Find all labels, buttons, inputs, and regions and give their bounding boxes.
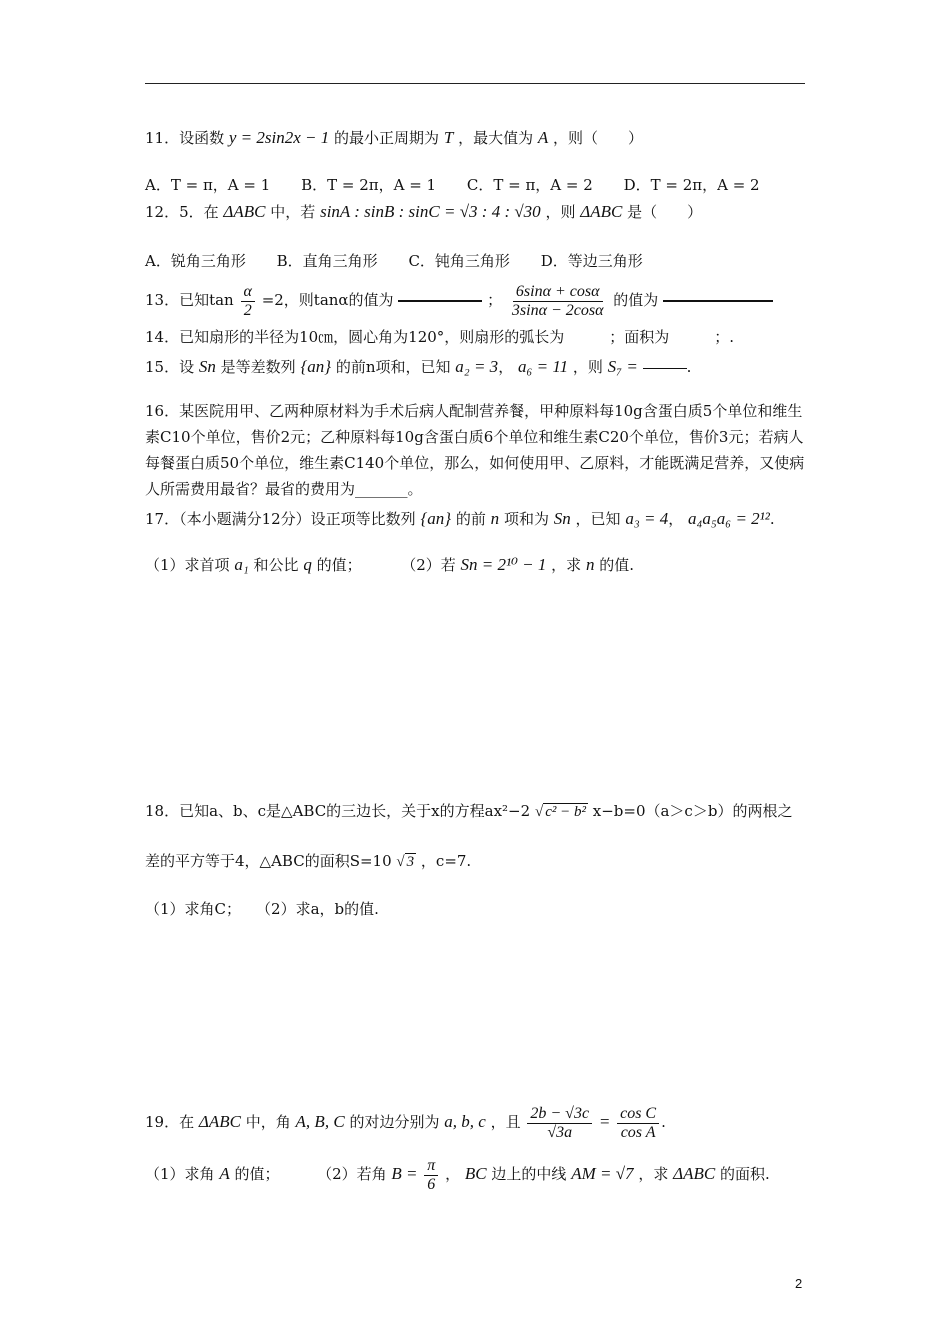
q19-frac2-den: cos A bbox=[620, 1123, 656, 1141]
q13-blank-2 bbox=[663, 300, 773, 302]
q18-sqrt-2: √ 3 bbox=[396, 854, 415, 870]
q19-parts bbox=[145, 1152, 770, 1196]
q13-half-fraction bbox=[241, 283, 255, 320]
q18-line2 bbox=[145, 850, 471, 873]
q11-stem bbox=[145, 127, 643, 149]
q12-option-c: C．钝角三角形 bbox=[408, 252, 510, 270]
q13-prefix: 13．已知tan bbox=[145, 291, 234, 309]
q19-fraction-2 bbox=[617, 1105, 659, 1142]
page-number: 2 bbox=[795, 1276, 803, 1291]
q11-text2: ，最大值为 bbox=[458, 129, 534, 147]
q19-text2: 的对边分别为 bbox=[349, 1113, 440, 1131]
q15-prefix: 15．设 bbox=[145, 358, 195, 376]
q19-frac2-num: cos C bbox=[617, 1105, 659, 1124]
q17-text: 的前 bbox=[455, 510, 486, 528]
q12-triangle: ΔABC bbox=[223, 202, 266, 221]
q17-q: q bbox=[303, 555, 312, 574]
q17-part1-prefix: （1）求首项 bbox=[145, 556, 230, 574]
q11-A: A bbox=[537, 128, 549, 147]
q12-stem bbox=[145, 201, 702, 223]
q17-part2-end: 的值. bbox=[599, 556, 635, 574]
q13-text: =2，则tanα的值为 bbox=[261, 291, 394, 309]
q11-end: ，则（ ） bbox=[553, 129, 644, 147]
q17-part2-prefix: （2）若 bbox=[401, 556, 456, 574]
q17-text3: ，已知 bbox=[575, 510, 621, 528]
q17-n: n bbox=[490, 509, 500, 528]
q15-end: . bbox=[686, 358, 692, 376]
q19-B-den: 6 bbox=[427, 1175, 436, 1193]
q13-blank-1 bbox=[398, 300, 482, 302]
q18-prefix: 18．已知a、b、c是△ABC的三边长，关于x的方程ax²−2 bbox=[145, 802, 531, 820]
header-rule bbox=[145, 83, 805, 84]
q11-prefix: 11．设函数 bbox=[145, 129, 225, 147]
q12-ratio: sinA : sinB : sinC = √3 : 4 : √30 bbox=[320, 202, 541, 221]
q17-parts bbox=[145, 554, 634, 576]
q19-B-fraction bbox=[424, 1157, 438, 1194]
q13-half-num: α bbox=[241, 283, 255, 302]
q17-part1-mid: 和公比 bbox=[253, 556, 299, 574]
q18-line1-end: x−b=0（a＞c＞b）的两根之 bbox=[592, 802, 793, 820]
q11-option-c: C．T = π，A = 2 bbox=[466, 176, 593, 194]
q17-stem: 17．（本小题满分12分）设正项等比数列 {an} 的前 n 项和为 Sn ，已知 a₃ = 4， a₄a₅a₆ = 2¹². bbox=[145, 509, 775, 528]
q12-text: 中，若 bbox=[270, 203, 316, 221]
q18-line2-prefix: 差的平方等于4，△ABC的面积S=10 bbox=[145, 852, 392, 870]
q19-prefix: 19．在 bbox=[145, 1113, 195, 1131]
q17-product: a₄a₅a₆ = 2¹² bbox=[687, 509, 770, 528]
q17-part1-end: 的值； bbox=[316, 556, 362, 574]
q18-parts: （1）求角C； （2）求a，b的值. bbox=[145, 900, 379, 918]
q19-part2-mid2: 边上的中线 bbox=[491, 1165, 567, 1183]
q12-triangle-2: ΔABC bbox=[580, 202, 623, 221]
q15-S7: S₇ = bbox=[607, 357, 638, 376]
q19-part2-prefix: （2）若角 bbox=[317, 1165, 387, 1183]
q13-frac-den: 3sinα − 2cosα bbox=[511, 301, 604, 319]
q18-sqrt-1: √ c² − b² bbox=[534, 804, 586, 820]
q11-T: T bbox=[443, 128, 454, 147]
q15-text2: 的前n项和，已知 bbox=[335, 358, 451, 376]
q13-half-den: 2 bbox=[243, 301, 252, 319]
q12-option-b: B．直角三角形 bbox=[276, 252, 378, 270]
q19-frac1-den: √3a bbox=[547, 1123, 573, 1141]
q19-triangle: ΔABC bbox=[198, 1112, 241, 1131]
q18-line1 bbox=[145, 800, 792, 823]
q19-end: . bbox=[661, 1113, 666, 1131]
q19-BC: BC bbox=[464, 1164, 487, 1183]
q12-text2: ，则 bbox=[545, 203, 576, 221]
q11-option-a: A．T = π，A = 1 bbox=[145, 176, 271, 194]
q17-text2: 项和为 bbox=[503, 510, 549, 528]
q13-end: 的值为 bbox=[613, 291, 659, 309]
q19-angles: A, B, C bbox=[295, 1112, 345, 1131]
q13-sep: ； bbox=[487, 291, 503, 309]
q13-fraction bbox=[509, 283, 607, 320]
q13-stem bbox=[145, 280, 773, 320]
q16-paragraph: 16．某医院用甲、乙两种原材料为手术后病人配制营养餐，甲种原料每10g含蛋白质5个单位和维生素C10个单位，售价2元；乙种原料每10g含蛋白质6个单位和维生素C20个单位，售价3元；若病人每餐蛋白质50个单位，维生素C140个单位，那么，如何使用甲、乙原料，才能既满足营养，又使病人所需费用最省？最省的费用为_______。 bbox=[145, 402, 805, 498]
q11-text: 的最小正周期为 bbox=[334, 129, 440, 147]
q19-B-eq: B = bbox=[391, 1164, 418, 1183]
q15-blank bbox=[643, 368, 687, 369]
q17-a3: a₃ = 4 bbox=[625, 509, 669, 528]
q19-text: 中，角 bbox=[245, 1113, 291, 1131]
q11-option-b: B．T = 2π，A = 1 bbox=[301, 176, 437, 194]
q18-sqrt-1-body: c² − b² bbox=[545, 804, 586, 820]
q15-text: 是等差数列 bbox=[220, 358, 296, 376]
q19-frac1-num: 2b − √3c bbox=[527, 1105, 592, 1124]
q17-prefix: 17．（本小题满分12分）设正项等比数列 bbox=[145, 510, 416, 528]
q13-frac-num: 6sinα + cosα bbox=[513, 283, 603, 302]
q19-text3: ，且 bbox=[490, 1113, 521, 1131]
q19-AM: AM = √7 bbox=[571, 1164, 634, 1183]
q12-end: 是（ ） bbox=[627, 203, 703, 221]
q15-Sn: Sn bbox=[198, 357, 216, 376]
q15-a2: a₂ = 3 bbox=[455, 357, 499, 376]
q17-end: . bbox=[769, 510, 775, 528]
q19-fraction-1 bbox=[527, 1105, 592, 1142]
q19-equals: = bbox=[598, 1112, 611, 1131]
q17-Sn-eq: Sn = 2¹⁰ − 1 bbox=[460, 555, 547, 574]
q19-B-num: π bbox=[424, 1157, 438, 1176]
q12-options bbox=[145, 250, 669, 272]
q19-sides: a, b, c bbox=[444, 1112, 486, 1131]
q17-Sn: Sn bbox=[553, 509, 571, 528]
q19-stem bbox=[145, 1100, 666, 1144]
q19-part2-end: 的面积. bbox=[720, 1165, 770, 1183]
q12-prefix: 12．5．在 bbox=[145, 203, 219, 221]
q12-option-a: A．锐角三角形 bbox=[145, 252, 246, 270]
q14-stem: 14．已知扇形的半径为10㎝，圆心角为120°，则扇形的弧长为 ；面积为 ；. bbox=[145, 328, 735, 346]
q15-a6: a₆ = 11 bbox=[517, 357, 569, 376]
q17-part2-mid: ，求 bbox=[551, 556, 582, 574]
q18-sqrt-2-body: 3 bbox=[406, 854, 415, 870]
q19-part2-mid3: ，求 bbox=[638, 1165, 669, 1183]
q19-A: A bbox=[219, 1164, 230, 1183]
q11-function: y = 2sin2x − 1 bbox=[228, 128, 330, 147]
q17-n2: n bbox=[585, 555, 595, 574]
q12-option-d: D．等边三角形 bbox=[540, 252, 643, 270]
q17-a1: a₁ bbox=[234, 555, 249, 574]
q19-part1-prefix: （1）求角 bbox=[145, 1165, 215, 1183]
q19-part2-mid: ， bbox=[445, 1165, 461, 1183]
q19-triangle-2: ΔABC bbox=[673, 1164, 716, 1183]
q17-an: {an} bbox=[420, 509, 452, 528]
q11-option-d: D．T = 2π，A = 2 bbox=[623, 176, 760, 194]
q19-part1-end: 的值； bbox=[234, 1165, 280, 1183]
q15-an: {an} bbox=[300, 357, 332, 376]
q15-text3: ，则 bbox=[572, 358, 603, 376]
q18-line2-end: ，c=7. bbox=[420, 852, 472, 870]
q11-options bbox=[145, 174, 786, 196]
q15-stem: 15．设 Sn 是等差数列 {an} 的前n项和，已知 a₂ = 3， a₆ = 11 ，则 S₇ = . bbox=[145, 357, 692, 376]
